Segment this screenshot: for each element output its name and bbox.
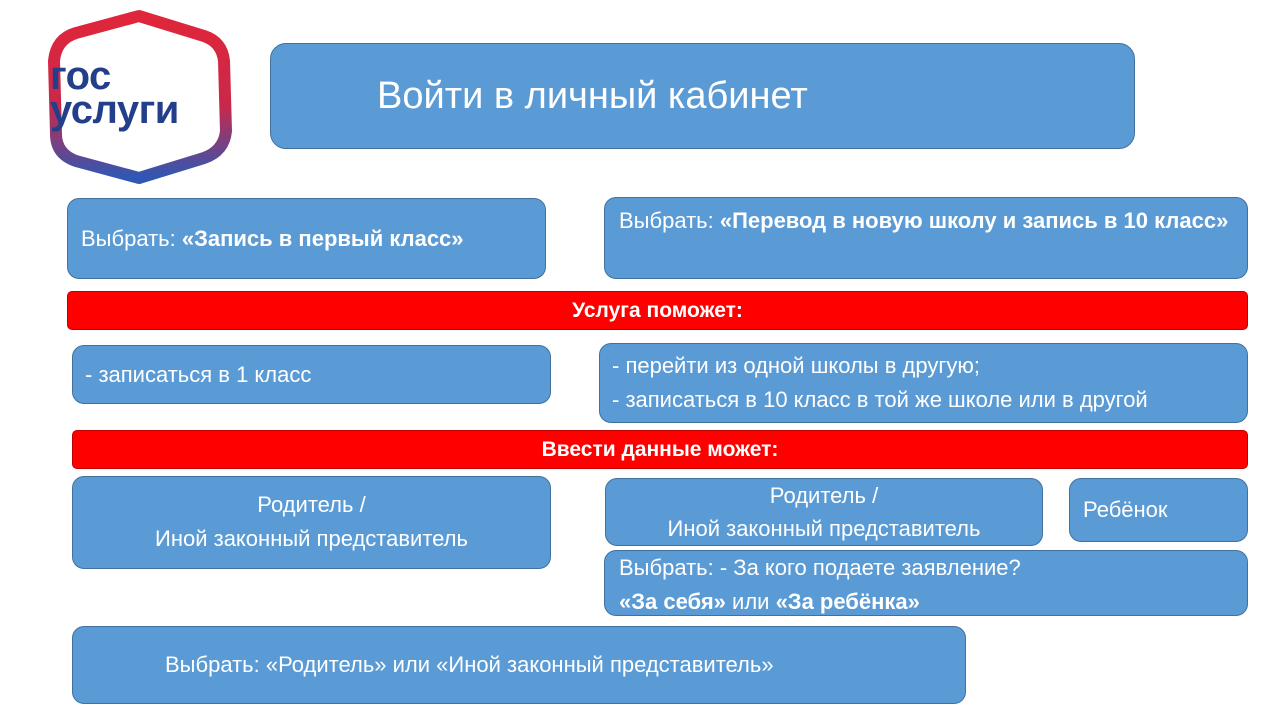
option-for-self[interactable]: «За себя» bbox=[619, 589, 726, 614]
help-transfer bbox=[599, 343, 1248, 423]
choice-transfer-prefix: Выбрать: bbox=[619, 208, 720, 233]
choice-first-class-prefix: Выбрать: bbox=[81, 225, 182, 251]
who-parent-left[interactable] bbox=[72, 476, 551, 569]
select-role[interactable] bbox=[72, 626, 966, 704]
option-for-child[interactable]: «За ребёнка» bbox=[775, 589, 920, 614]
help-transfer-line1: - перейти из одной школы в другую; bbox=[612, 353, 980, 378]
who-parent-right-line2: Иной законный представитель bbox=[667, 516, 981, 541]
help-first-class-text: - записаться в 1 класс bbox=[85, 361, 312, 387]
who-parent-left-line1: Родитель / bbox=[257, 492, 366, 517]
logo-text-line2: услуги bbox=[50, 88, 179, 132]
logo-text-line1: гос bbox=[50, 54, 111, 98]
help-first-class bbox=[72, 345, 551, 404]
login-header-box[interactable] bbox=[270, 43, 1135, 149]
who-parent-left-line2: Иной законный представитель bbox=[155, 526, 468, 551]
who-parent-right[interactable] bbox=[605, 478, 1043, 546]
who-child[interactable] bbox=[1069, 478, 1248, 542]
banner-who-can-input: Ввести данные может: bbox=[72, 430, 1248, 469]
who-child-label: Ребёнок bbox=[1083, 497, 1168, 522]
page-title: Войти в личный кабинет bbox=[377, 75, 808, 117]
choice-first-class[interactable] bbox=[67, 198, 546, 279]
help-transfer-line2: - записаться в 10 класс в той же школе или в другой bbox=[612, 387, 1148, 412]
choice-first-class-value: «Запись в первый класс» bbox=[181, 225, 464, 251]
choice-transfer-value: «Перевод в новую школу и запись в 10 класс» bbox=[719, 208, 1229, 233]
select-role-text: Выбрать: «Родитель» или «Иной законный представитель» bbox=[165, 652, 774, 677]
who-parent-right-line1: Родитель / bbox=[769, 483, 879, 508]
gosuslugi-logo bbox=[44, 6, 234, 186]
select-for-whom-question: Выбрать: - За кого подаете заявление? bbox=[619, 555, 1021, 580]
choice-transfer-10-class[interactable] bbox=[604, 197, 1248, 279]
banner-service-helps: Услуга поможет: bbox=[67, 291, 1248, 330]
select-for-whom-or: или bbox=[725, 589, 776, 614]
select-for-whom[interactable] bbox=[604, 550, 1248, 616]
